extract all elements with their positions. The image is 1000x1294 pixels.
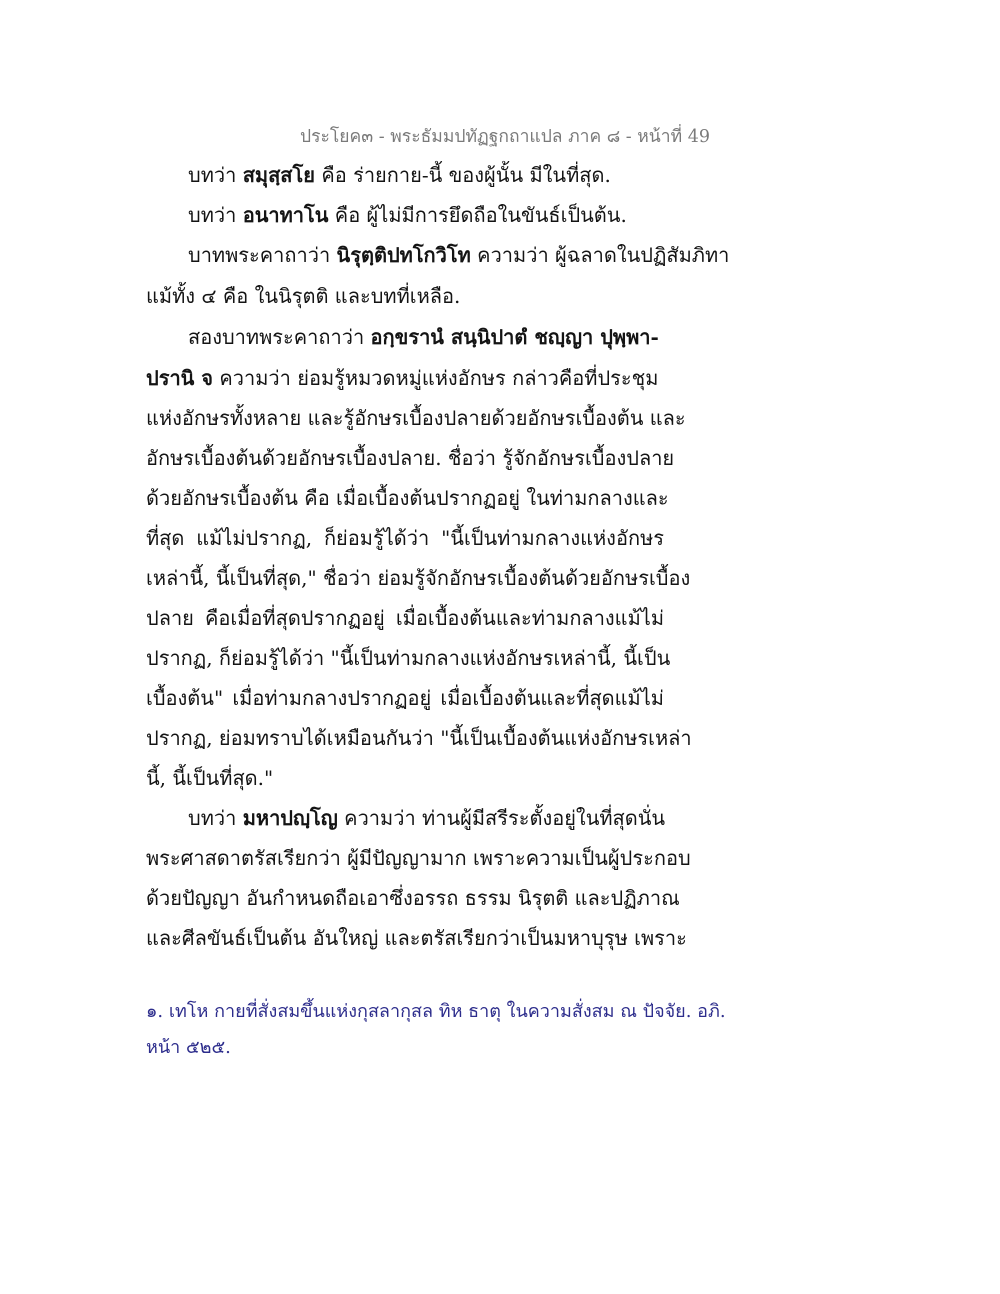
text-line: บทว่า มหาปญฺโญ ความว่า ท่านผู้มีสรีระตั้งอยู่ในที่สุดนั่น [188,806,666,830]
pali-term: อนาทาโน [242,203,329,227]
text-line: นี้, นี้เป็นที่สุด." [146,766,274,790]
pali-term: นิรุตฺติปทโกวิโท [336,243,471,267]
text-line: ปลาย คือเมื่อที่สุดปรากฏอยู่ เมื่อเบื้องต้นและท่ามกลางแม้ไม่ [146,606,664,630]
text-line: และศีลขันธ์เป็นต้น อันใหญ่ และตรัสเรียกว่าเป็นมหาบุรุษ เพราะ [146,926,687,950]
footnote-line: หน้า ๕๒๕. [146,1037,231,1058]
text-line: แม้ทั้ง ๔ คือ ในนิรุตติ และบทที่เหลือ. [146,284,461,308]
text-line: ที่สุด แม้ไม่ปรากฏ, ก็ย่อมรู้ได้ว่า "นี้เป็นท่ามกลางแห่งอักษร [146,526,664,550]
text-line: พระศาสดาตรัสเรียกว่า ผู้มีปัญญามาก เพราะความเป็นผู้ประกอบ [146,846,691,870]
text-line: อักษรเบื้องต้นด้วยอักษรเบื้องปลาย. ชื่อว่า รู้จักอักษรเบื้องปลาย [146,446,675,470]
pali-term: อกฺขรานํ สนฺนิปาตํ ชญฺญา ปุพฺพา- [370,325,659,349]
text-line: ปรากฏ, ก็ย่อมรู้ได้ว่า "นี้เป็นท่ามกลางแห่งอักษรเหล่านี้, นี้เป็น [146,646,671,670]
text-line: บทว่า สมุสฺสโย คือ ร่ายกาย-นี้ ของผู้นั้น มีในที่สุด. [188,163,611,187]
text-line: เบื้องต้น" เมื่อท่ามกลางปรากฏอยู่ เมื่อเบื้องต้นและที่สุดแม้ไม่ [146,686,664,710]
text-line: ด้วยปัญญา อันกำหนดถือเอาซึ่งอรรถ ธรรม นิรุตติ และปฏิภาณ [146,886,680,910]
text-line: ปรานิ จ ความว่า ย่อมรู้หมวดหมู่แห่งอักษร กล่าวคือที่ประชุม [146,366,659,390]
pali-term: มหาปญฺโญ [242,806,338,830]
text-line: สองบาทพระคาถาว่า อกฺขรานํ สนฺนิปาตํ ชญฺญา ปุพฺพา- [188,325,659,349]
pali-term: สมุสฺสโย [242,163,315,187]
text-line: ปรากฏ, ย่อมทราบได้เหมือนกันว่า "นี้เป็นเบื้องต้นแห่งอักษรเหล่า [146,726,692,750]
footnote-line: ๑. เทโห กายที่สั่งสมขึ้นแห่งกุสลากุสล ทิห ธาตุ ในความสั่งสม ณ ปัจจัย. อภิ. [146,1001,726,1022]
page-header: ประโยค๓ - พระธัมมปทัฏฐกถาแปล ภาค ๘ - หน้าที่ 49 [300,127,710,147]
text-line: บทว่า อนาทาโน คือ ผู้ไม่มีการยึดถือในขันธ์เป็นต้น. [188,203,627,227]
text-line: เหล่านี้, นี้เป็นที่สุด," ชื่อว่า ย่อมรู้จักอักษรเบื้องต้นด้วยอักษรเบื้อง [146,566,691,590]
text-line: ด้วยอักษรเบื้องต้น คือ เมื่อเบื้องต้นปรากฏอยู่ ในท่ามกลางและ [146,486,669,510]
pali-term: ปรานิ จ [146,366,214,390]
text-line: บาทพระคาถาว่า นิรุตฺติปทโกวิโท ความว่า ผู้ฉลาดในปฏิสัมภิทา [188,243,730,267]
text-line: แห่งอักษรทั้งหลาย และรู้อักษรเบื้องปลายด้วยอักษรเบื้องต้น และ [146,406,686,430]
